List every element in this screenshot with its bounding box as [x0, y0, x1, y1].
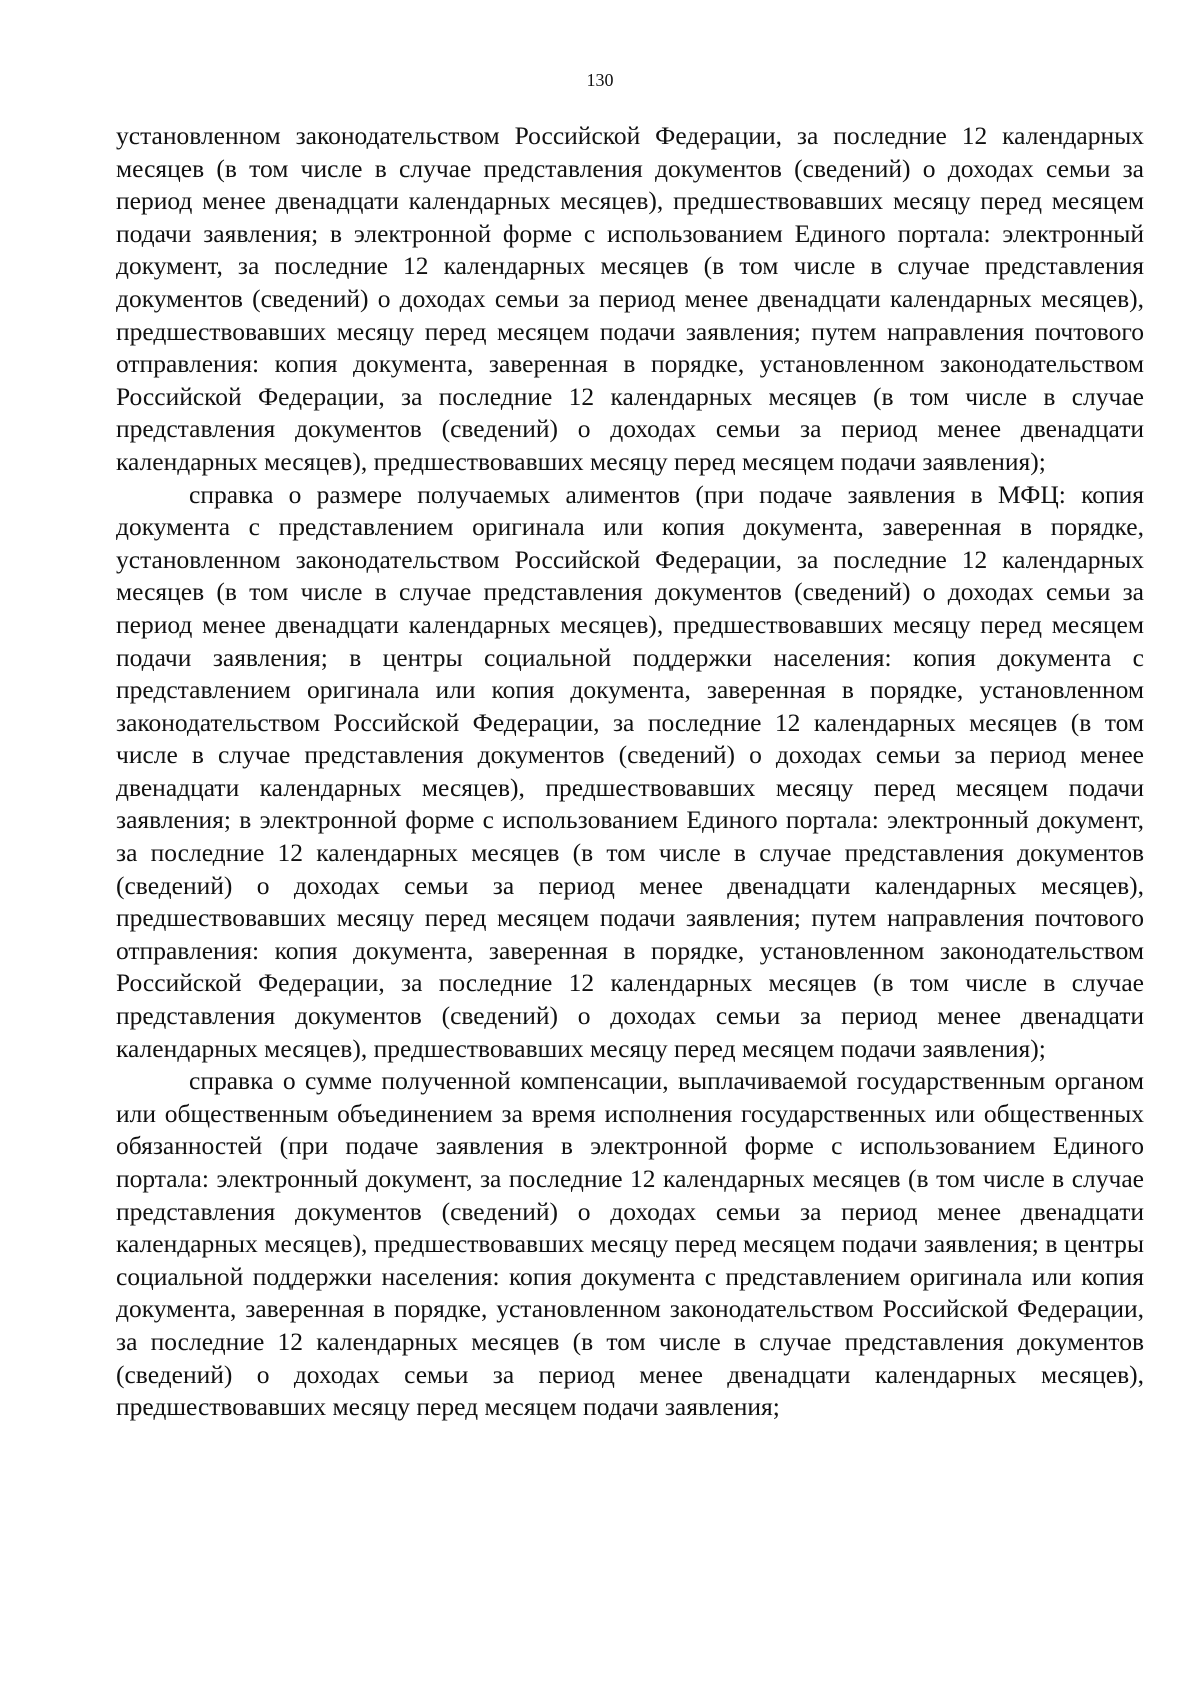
document-body [116, 120, 1144, 1424]
page-number: 130 [586, 70, 614, 90]
paragraph-alimony-certificate: справка о размере получаемых алиментов (при подаче заявления в МФЦ: копия документа с представлением оригинала или копия документа, заверенная в порядке, установленном законодательством Российской Федерации, за последние 12 календарных месяцев (в том числе в случае представления документов (сведений) о доходах семьи за период менее двенадцати календарных месяцев), предшествовавших месяцу перед месяцем подачи заявления; в центры социальной поддержки населения: копия документа с представлением оригинала или копия документа, заверенная в порядке, установленном законодательством Российской Федерации, за последние 12 календарных месяцев (в том числе в случае представления документов (сведений) о доходах семьи за период менее двенадцати календарных месяцев), предшествовавших месяцу перед месяцем подачи заявления; в электронной форме с использованием Единого портала: электронный документ, за последние 12 календарных месяцев (в том числе в случае представления документов (сведений) о доходах семьи за период менее двенадцати календарных месяцев), предшествовавших месяцу перед месяцем подачи заявления; путем направления почтового отправления: копия документа, заверенная в порядке, установленном законодательством Российской Федерации, за последние 12 календарных месяцев (в том числе в случае представления документов (сведений) о доходах семьи за период менее двенадцати календарных месяцев), предшествовавших месяцу перед месяцем подачи заявления); [116, 479, 1144, 1063]
paragraph-continuation: установленном законодательством Российской Федерации, за последние 12 календарных месяцев (в том числе в случае представления документов (сведений) о доходах семьи за период менее двенадцати календарных месяцев), предшествовавших месяцу перед месяцем подачи заявления; в электронной форме с использованием Единого портала: электронный документ, за последние 12 календарных месяцев (в том числе в случае представления документов (сведений) о доходах семьи за период менее двенадцати календарных месяцев), предшествовавших месяцу перед месяцем подачи заявления; путем направления почтового отправления: копия документа, заверенная в порядке, установленном законодательством Российской Федерации, за последние 12 календарных месяцев (в том числе в случае представления документов (сведений) о доходах семьи за период менее двенадцати календарных месяцев), предшествовавших месяцу перед месяцем подачи заявления); [116, 121, 1144, 476]
paragraph-compensation-certificate: справка о сумме полученной компенсации, выплачиваемой государственным органом или общественным объединением за время исполнения государственных или общественных обязанностей (при подаче заявления в электронной форме с использованием Единого портала: электронный документ, за последние 12 календарных месяцев (в том числе в случае представления документов (сведений) о доходах семьи за период менее двенадцати календарных месяцев), предшествовавших месяцу перед месяцем подачи заявления; в центры социальной поддержки населения: копия документа с представлением оригинала или копия документа, заверенная в порядке, установленном законодательством Российской Федерации, за последние 12 календарных месяцев (в том числе в случае представления документов (сведений) о доходах семьи за период менее двенадцати календарных месяцев), предшествовавших месяцу перед месяцем подачи заявления; [116, 1066, 1144, 1422]
